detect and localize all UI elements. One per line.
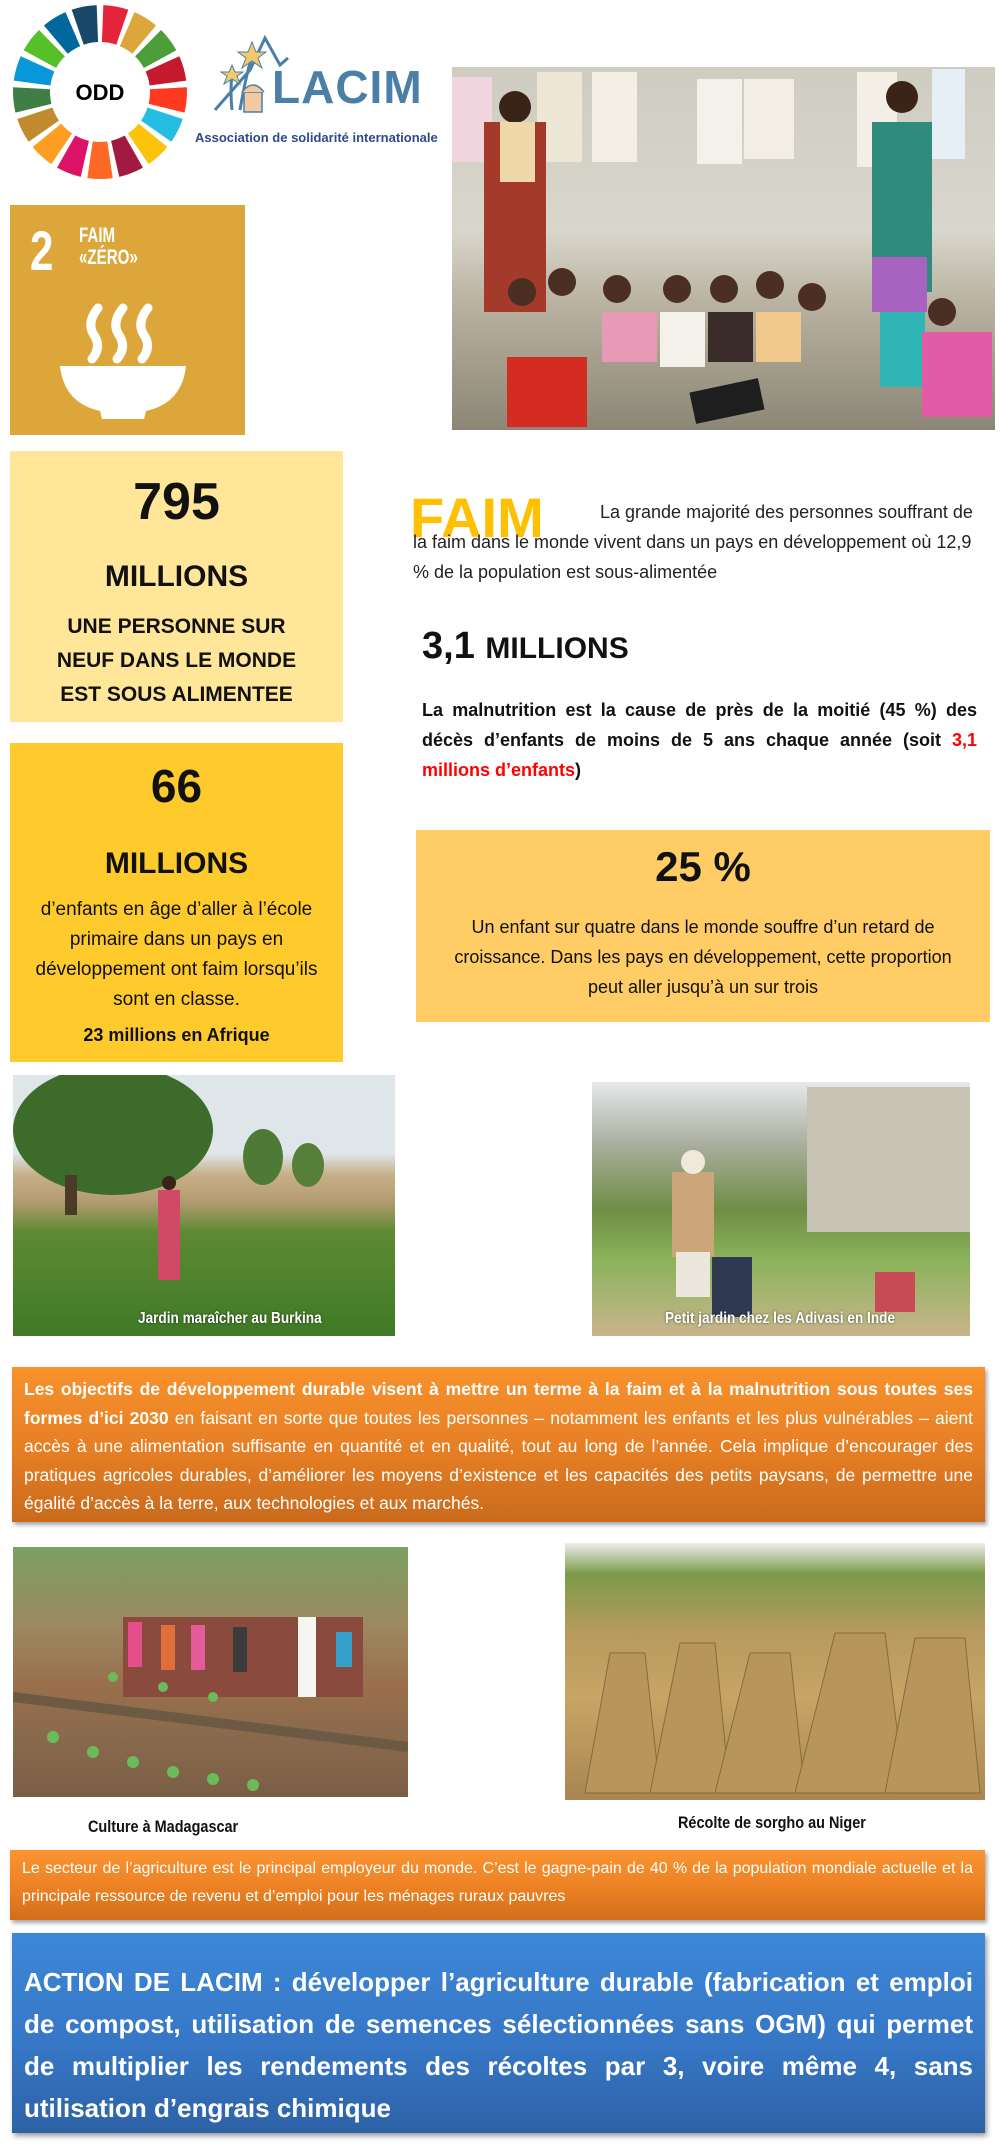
stat-description: d’enfants en âge d’aller à l’école primaire dans un pays en développement ont faim lorsqu’ils sont en classe. [35, 899, 318, 1010]
malnutrition-text-end: ) [575, 760, 582, 780]
photo-caption-madagascar: Culture à Madagascar [88, 1817, 239, 1836]
odd-objectives-bold: Les objectifs de développement durable visent à mettre un terme à la faim et à la malnutrition sous toutes ses formes d’ici 2030 [24, 1379, 973, 1428]
wheel-segment [149, 87, 187, 112]
soup-bowl-icon [58, 303, 198, 423]
lacim-logo [210, 30, 423, 120]
stat-description: Un enfant sur quatre dans le monde souffre d’un retard de croissance. Dans les pays en développement, cette proportion peut aller jusqu’à un sur trois [454, 917, 952, 997]
photo-inde-garden [592, 1082, 970, 1336]
lacim-action-text: ACTION DE LACIM : développer l’agriculture durable (fabrication et emploi de compost, utilisation de semences sélectionnées sans OGM) qui permet de multiplier les rendements des récoltes par 3, voire même 4, sans utilisation d’engrais chimique [24, 1967, 973, 2123]
lacim-action-box [12, 1933, 985, 2133]
faim-paragraph-text: La grande majorité des personnes souffrant de la faim dans le monde vivent dans un pays en développement où 12,9 % de la population est sous-alimentée [413, 502, 973, 582]
malnutrition-number: 3,1 [422, 625, 475, 667]
photo-caption: Jardin maraîcher au Burkina [138, 1310, 322, 1327]
garden-scene-icon [13, 1075, 395, 1336]
photo-madagascar-culture [13, 1547, 408, 1797]
malnutrition-highlight: 3,1 millions d’enfants [422, 730, 977, 780]
sdg-goal-2-tile [10, 205, 245, 435]
faim-paragraph [413, 497, 973, 587]
stat-unit: MILLIONS [104, 560, 249, 593]
malnutrition-text: La malnutrition est la cause de près de la moitié (45 %) des décès d’enfants de moins de 5 ans chaque année (soit [422, 700, 977, 750]
agriculture-employer-box [10, 1850, 985, 1920]
stat-description: UNE PERSONNE SUR NEUF DANS LE MONDE EST SOUS ALIMENTEE [56, 615, 297, 706]
wheel-label: ODD [75, 80, 125, 105]
logo-text: LACIM [272, 61, 423, 113]
odd-objectives-rest: en faisant en sorte que toutes les personnes – notamment les enfants et les plus vulnérables – aient accès à une alimentation suffisante en quantité et en qualité, tout au long de l’année. Cela implique d’encourager des pratiques agricoles durables, d’améliorer les moyens d’existence et les capacités des petits paysans, de permettre une égalité d’accès à la terre, aux technologies et aux marchés. [24, 1407, 973, 1513]
photo-burkina-garden [13, 1075, 395, 1336]
photo-caption: Petit jardin chez les Adivasi en Inde [665, 1310, 896, 1327]
malnutrition-unit: MILLIONS [485, 632, 629, 665]
stat-number: 66 [150, 760, 203, 812]
garden-scene-icon [592, 1082, 970, 1336]
sdg-number: 2 [30, 219, 54, 282]
photo-caption-niger: Récolte de sorgho au Niger [678, 1813, 866, 1832]
sorghum-bundles-icon [565, 1543, 985, 1800]
wheel-segment [87, 141, 112, 179]
faim-heading: FAIM [410, 486, 544, 549]
stat-unit: MILLIONS [104, 847, 249, 880]
malnutrition-heading [422, 625, 629, 668]
stat-footer: 23 millions en Afrique [83, 1025, 270, 1045]
wheel-segment [13, 87, 51, 112]
classroom-scene-icon [452, 67, 995, 430]
stat-number: 795 [133, 473, 220, 531]
sdg-title-line2: «ZÉRO» [79, 246, 138, 269]
sdg-title-line1: FAIM [79, 224, 116, 247]
stat-box-66-millions [10, 743, 343, 1062]
stat-number: 25 % [655, 843, 751, 890]
agriculture-employer-text: Le secteur de l’agriculture est le principal employeur du monde. C’est le gagne-pain de 40 % de la population mondiale actuelle et la principale ressource de revenu et d’emploi pour les ménages ruraux pauvres [22, 1860, 973, 1905]
malnutrition-paragraph [422, 695, 977, 785]
field-group-scene-icon [13, 1547, 408, 1797]
photo-niger-sorghum [565, 1543, 985, 1800]
photo-classroom-meal [452, 67, 995, 430]
odd-objectives-box [12, 1367, 985, 1522]
sdg-wheel-logo [10, 2, 190, 182]
tagline: Association de solidarité internationale [195, 130, 438, 145]
odd-objectives-text [24, 1375, 973, 1518]
stat-box-795-millions [10, 451, 343, 722]
stat-box-25-percent [416, 830, 990, 1022]
sdg-title [79, 225, 138, 269]
